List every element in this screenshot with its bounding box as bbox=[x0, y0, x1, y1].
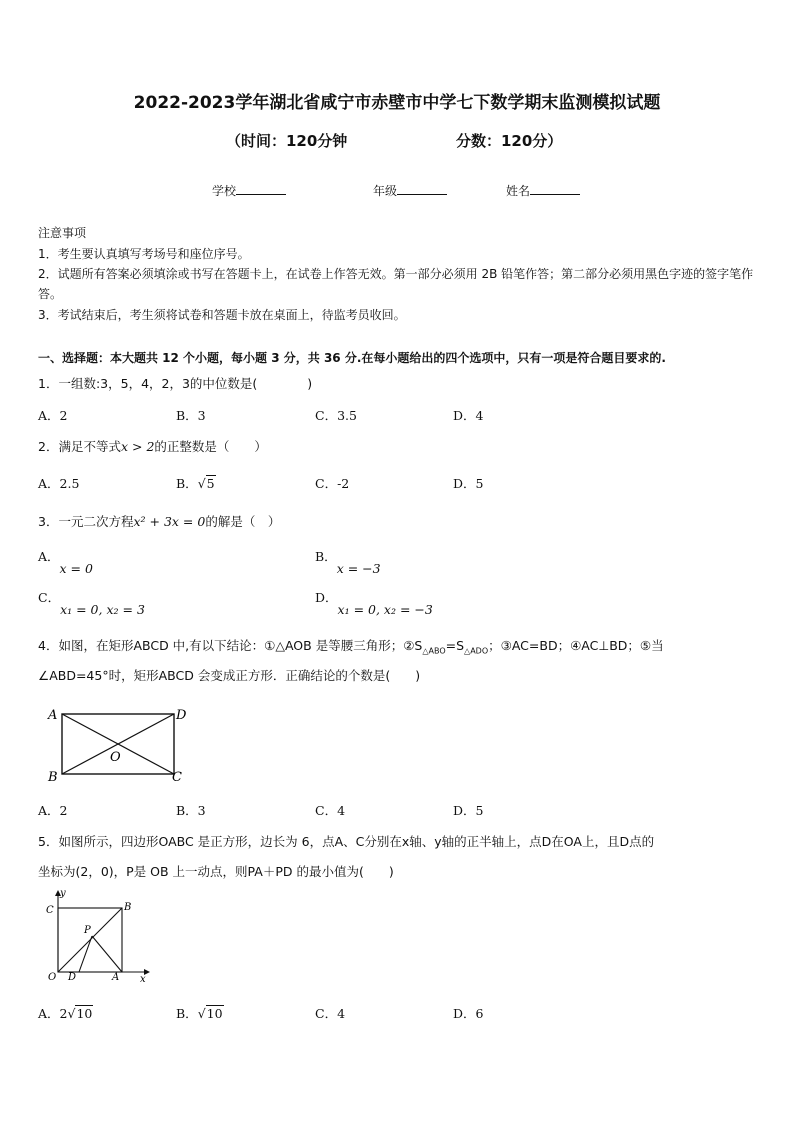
school-label: 学校 bbox=[212, 184, 237, 198]
q4-stem-line1 bbox=[38, 636, 664, 656]
q3-option-c-expr: x₁ = 0, x₂ = 3 bbox=[60, 602, 145, 617]
sqrt-icon: √10 bbox=[197, 1006, 223, 1021]
sqrt-icon: √10 bbox=[67, 1006, 93, 1021]
q5-option-a-label: A．2 bbox=[38, 1006, 68, 1021]
q3-option-a-label: A． bbox=[38, 549, 60, 564]
q2-option-b[interactable] bbox=[176, 474, 216, 492]
q4-option-a[interactable]: A．2 bbox=[38, 803, 68, 818]
q5-option-b-label: B． bbox=[176, 1006, 198, 1021]
q4-option-d[interactable]: D．5 bbox=[453, 803, 484, 818]
label-p: P bbox=[84, 925, 91, 936]
square-coordinate-figure bbox=[36, 886, 156, 982]
q3-option-b[interactable] bbox=[315, 549, 381, 576]
q4-sub-ado: △ADO bbox=[464, 646, 489, 656]
q2-stem-pre: 2．满足不等式 bbox=[38, 439, 121, 454]
q2-option-c[interactable]: C．-2 bbox=[315, 476, 350, 491]
q3-option-a-expr: x = 0 bbox=[59, 561, 93, 576]
q3-stem-post: 的解是（ ） bbox=[205, 514, 281, 529]
q5-option-a-radicand: 10 bbox=[76, 1006, 93, 1021]
q1-option-c[interactable]: C．3.5 bbox=[315, 408, 357, 423]
name-label: 姓名 bbox=[506, 184, 531, 198]
q4-mid: =S bbox=[445, 638, 465, 653]
note-1: 1．考生要认真填写考场号和座位序号。 bbox=[38, 247, 250, 261]
label-c: C bbox=[172, 770, 182, 785]
q5-option-d[interactable]: D．6 bbox=[453, 1006, 484, 1021]
q3-option-c-label: C． bbox=[38, 590, 61, 605]
q4-option-b[interactable]: B．3 bbox=[176, 803, 206, 818]
q5-option-b[interactable] bbox=[176, 1004, 224, 1022]
q4-stem-line2: ∠ABD=45°时，矩形ABCD 会变成正方形．正确结论的个数是( ) bbox=[38, 668, 421, 683]
q5-option-a[interactable] bbox=[38, 1004, 93, 1022]
q1-option-a[interactable]: A．2 bbox=[38, 408, 68, 423]
q1-option-d[interactable]: D．4 bbox=[453, 408, 484, 423]
grade-blank[interactable] bbox=[397, 181, 447, 195]
label-d: D bbox=[68, 972, 77, 982]
rectangle-figure bbox=[44, 702, 194, 786]
q2-stem bbox=[38, 437, 267, 455]
school-field[interactable] bbox=[212, 181, 286, 199]
note-2: 2．试题所有答案必须填涂或书写在答题卡上，在试卷上作答无效。第一部分必须用 2B 铅笔作答；第二部分必须用黑色字迹的签字笔作答。 bbox=[38, 267, 754, 301]
q5-stem-line2: 坐标为(2，0)，P是 OB 上一动点，则PA＋PD 的最小值为( ) bbox=[38, 864, 394, 879]
label-y: y bbox=[60, 888, 66, 899]
label-c: C bbox=[46, 905, 54, 916]
section-heading: 一、选择题：本大题共 12 个小题，每小题 3 分，共 36 分.在每小题给出的四个选项中，只有一项是符合题目要求的. bbox=[38, 351, 666, 365]
q2-stem-post: 的正整数是（ ） bbox=[154, 439, 267, 454]
q1-stem: 1．一组数:3，5，4，2，3的中位数是( ) bbox=[38, 376, 313, 391]
note-3: 3．考试结束后，考生须将试卷和答题卡放在桌面上，待监考员收回。 bbox=[38, 308, 406, 322]
exam-score: 分数：120分） bbox=[456, 132, 563, 150]
q5-option-b-radicand: 10 bbox=[206, 1006, 223, 1021]
q2-option-b-radicand: 5 bbox=[206, 476, 215, 491]
q5-option-c[interactable]: C．4 bbox=[315, 1006, 346, 1021]
label-o: O bbox=[110, 750, 121, 765]
label-o: O bbox=[48, 972, 57, 982]
q3-stem bbox=[38, 512, 280, 530]
name-field[interactable] bbox=[506, 181, 580, 199]
label-a: A bbox=[48, 708, 58, 723]
label-x: x bbox=[140, 974, 146, 982]
q3-option-d[interactable] bbox=[315, 590, 433, 617]
q3-stem-pre: 3．一元二次方程 bbox=[38, 514, 134, 529]
label-a: A bbox=[112, 972, 120, 982]
notes-heading: 注意事项 bbox=[38, 226, 87, 240]
page-title: 2022-2023学年湖北省咸宁市赤壁市中学七下数学期末监测模拟试题 bbox=[133, 93, 661, 113]
q2-stem-math: x > 2 bbox=[120, 439, 155, 454]
q2-option-a[interactable]: A．2.5 bbox=[38, 476, 80, 491]
q3-stem-math: x² + 3x = 0 bbox=[133, 514, 206, 529]
label-d: D bbox=[176, 708, 187, 723]
q5-stem-line1: 5．如图所示，四边形OABC 是正方形，边长为 6，点A、C分别在x轴、y轴的正半轴上，点D在OA上，且D点的 bbox=[38, 834, 655, 849]
q3-option-b-expr: x = −3 bbox=[336, 561, 381, 576]
q3-option-d-label: D． bbox=[315, 590, 338, 605]
q3-option-c[interactable] bbox=[38, 590, 145, 617]
segment-pd bbox=[79, 936, 92, 972]
name-blank[interactable] bbox=[530, 181, 580, 195]
q3-option-d-expr: x₁ = 0, x₂ = −3 bbox=[337, 602, 433, 617]
q4-option-c[interactable]: C．4 bbox=[315, 803, 346, 818]
sqrt-icon: √5 bbox=[197, 476, 215, 491]
label-b: B bbox=[124, 902, 132, 913]
exam-time: （时间：120分钟 bbox=[226, 132, 348, 150]
grade-label: 年级 bbox=[373, 184, 398, 198]
label-b: B bbox=[48, 770, 58, 785]
school-blank[interactable] bbox=[236, 181, 286, 195]
grade-field[interactable] bbox=[373, 181, 447, 199]
q2-option-d[interactable]: D．5 bbox=[453, 476, 484, 491]
segment-pa bbox=[92, 936, 122, 972]
q4-sub-abo: △ABO bbox=[422, 646, 446, 656]
q2-option-b-label: B． bbox=[176, 476, 198, 491]
q3-option-a[interactable] bbox=[38, 549, 93, 576]
q1-option-b[interactable]: B．3 bbox=[176, 408, 206, 423]
q3-option-b-label: B． bbox=[315, 549, 337, 564]
q4-line1-pre: 4．如图，在矩形ABCD 中,有以下结论：①△AOB 是等腰三角形；②S bbox=[38, 638, 423, 653]
q4-line1-post: ；③AC=BD；④AC⊥BD；⑤当 bbox=[488, 638, 664, 653]
